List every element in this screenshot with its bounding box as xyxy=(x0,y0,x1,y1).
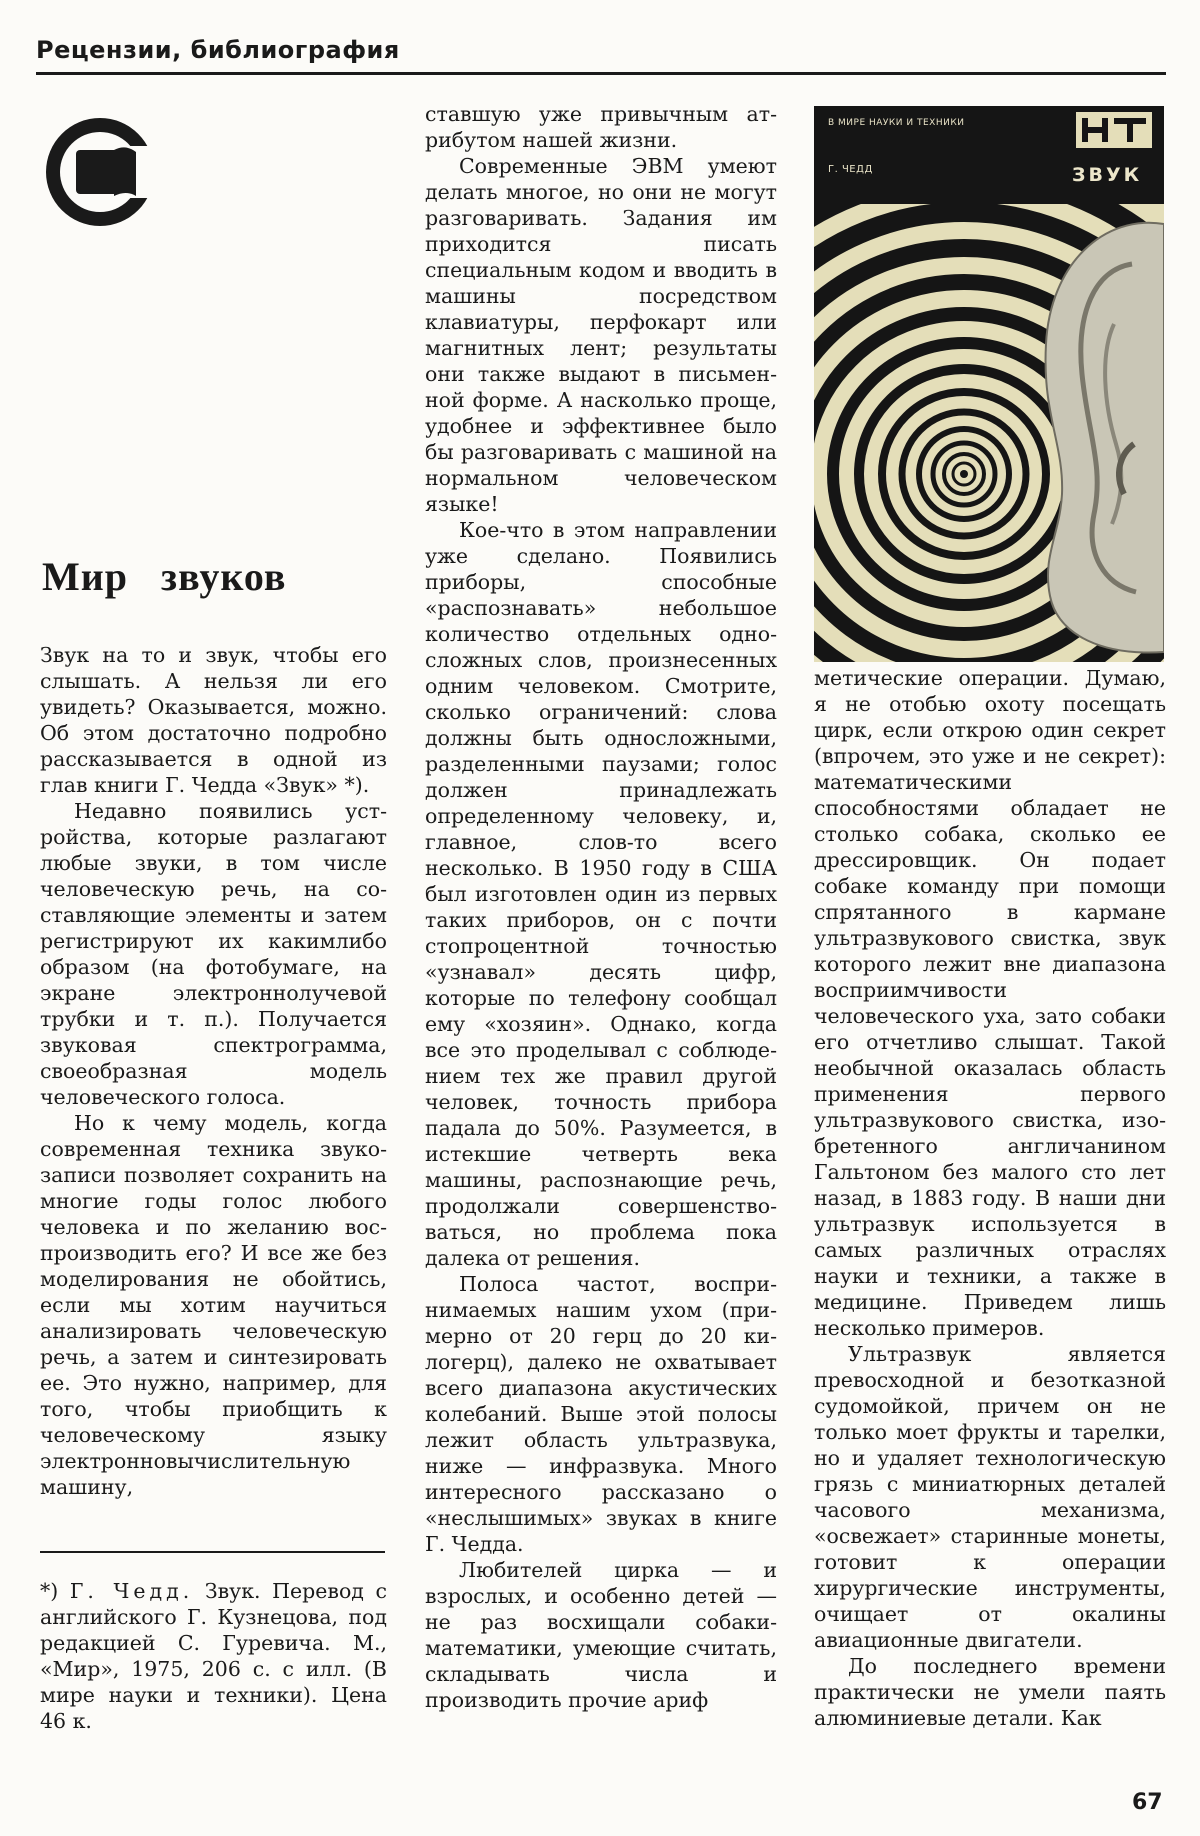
cover-title: ЗВУК xyxy=(1072,164,1143,186)
paragraph: Современные ЭВМ умеют делать многое, но они не могут разговаривать. Задания им приходится писать специальным кодом и вводить в машины посредством клавиатуры, перфокарт или магнитных лент; результаты они также выдают в письменной форме. А насколько проще, удобнее и эффективнее было бы разговаривать с машиной на нормальном человеческом языке! xyxy=(425,154,777,516)
paragraph: Любителей цирка — и взрослых, и особенно детей — не раз восхищали собаки-математики, умеющие считать, складывать числа и производить прочие ариф xyxy=(425,1558,777,1712)
page-number: 67 xyxy=(1132,1790,1163,1815)
footnote xyxy=(40,1578,387,1734)
paragraph: ставшую уже привычным атрибутом нашей жизни. xyxy=(425,102,777,152)
article-title: Мир звуков xyxy=(42,554,287,599)
paragraph: До последнего времени практически не умели паять алюминиевые детали. Как xyxy=(814,1654,1166,1730)
cover-series: В МИРЕ НАУКИ И ТЕХНИКИ xyxy=(828,118,965,128)
footnote-marker: *) xyxy=(40,1579,59,1603)
paragraph: Но к чему модель, когда современная техника звукозаписи позволяет сохранить на многие годы голос любого человека и по желанию воспроизводить его? И все же без моделирования не обойтись, если мы хотим научиться анализировать человеческую речь, а затем и синтезировать ее. Это нужно, например, для того, чтобы приобщить к человеческому языку электронновычислительную машину, xyxy=(40,1111,387,1499)
footnote-rule xyxy=(40,1551,385,1553)
concentric-sound-rings-with-ear-illustration xyxy=(814,204,1164,662)
paragraph: Кое-что в этом направлении уже сделано. Появились приборы, способные «распознавать» небольшое количество отдельных односложных слов, произнесенных одним человеком. Смотрите, сколько ограничений: слова должны быть односложными, разделенными паузами; голос должен принадлежать определенному человеку, и, главное, слов-то всего несколько. В 1950 году в США был изготовлен один из первых таких приборов, он с почти стопроцентной точностью «узнавал» десять цифр, которые по телефону сообщал ему «хозяин». Однако, когда все это проделывал с соблюдением тех же правил другой человек, точность прибора падала до 50%. Разумеется, в истекшие четверть века машины, распознающие речь, продолжали совершенствоваться, но проблема пока далека от решения. xyxy=(425,518,777,1270)
book-cover xyxy=(814,106,1164,662)
text-column-2 xyxy=(425,101,777,1713)
paragraph: Полоса частот, воспринимаемых нашим ухом (примерно от 20 герц до 20 килогерц), далеко не охватывает всего диапазона акустических колебаний. Выше этой полосы лежит область ультразвука, ниже — инфразвука. Много интересного рассказано о «неслышимых» звуках в книге Г. Чедда. xyxy=(425,1272,777,1556)
footnote-text: Звук. Перевод с английского Г. Кузнецова, под редакцией С. Гуревича. М., «Мир», 1975, 206 с. с илл. (В мире науки и техники). Цена 46 к. xyxy=(40,1579,387,1733)
cover-publisher-logo-icon xyxy=(1076,112,1152,148)
paragraph: Звук на то и звук, чтобы его слышать. А нельзя ли его увидеть? Оказывается, можно. Об этом достаточно подробно рассказывается в одной из глав книги Г. Чедда «Звук» *). xyxy=(40,643,387,797)
cover-author: Г. ЧЕДД xyxy=(828,164,873,175)
text-column-1 xyxy=(40,642,387,1500)
header-rule xyxy=(36,72,1166,75)
text-column-3 xyxy=(814,665,1166,1731)
section-header: Рецензии, библиография xyxy=(36,36,400,64)
paragraph: Недавно появились устройства, которые разлагают любые звуки, в том числе человеческую речь, на составляющие элементы и затем регистрируют их какимлибо образом (на фотобумаге, на экране электроннолучевой трубки и т. п.). Получается звуковая спектрограмма, своеобразная модель человеческого голоса. xyxy=(40,799,387,1109)
reviews-section-logo-icon xyxy=(40,110,160,230)
footnote-author: Г. Чедд. xyxy=(69,1579,194,1603)
paragraph: метические операции. Думаю, я не отобью охоту посещать цирк, если открою один секрет (впрочем, это уже и не секрет): математическими способностями обладает не столько собака, сколько ее дрессировщик. Он подает собаке команду при помощи спрятанного в кармане ультразвукового свистка, звук которого лежит вне диапазона восприимчивости человеческого уха, зато собаки его отчетливо слышат. Такой необычной оказалась область применения первого ультразвукового свистка, изобретенного англичанином Гальтоном без малого сто лет назад, в 1883 году. В наши дни ультразвук используется в самых различных отраслях науки и техники, а также в медицине. Приведем лишь несколько примеров. xyxy=(814,666,1166,1340)
paragraph: Ультразвук является превосходной и безотказной судомойкой, причем он не только моет фрукты и тарелки, но и удаляет технологическую грязь с миниатюрных деталей часового механизма, «освежает» старинные монеты, готовит к операции хирургические инструменты, очищает от окалины авиационные двигатели. xyxy=(814,1342,1166,1652)
